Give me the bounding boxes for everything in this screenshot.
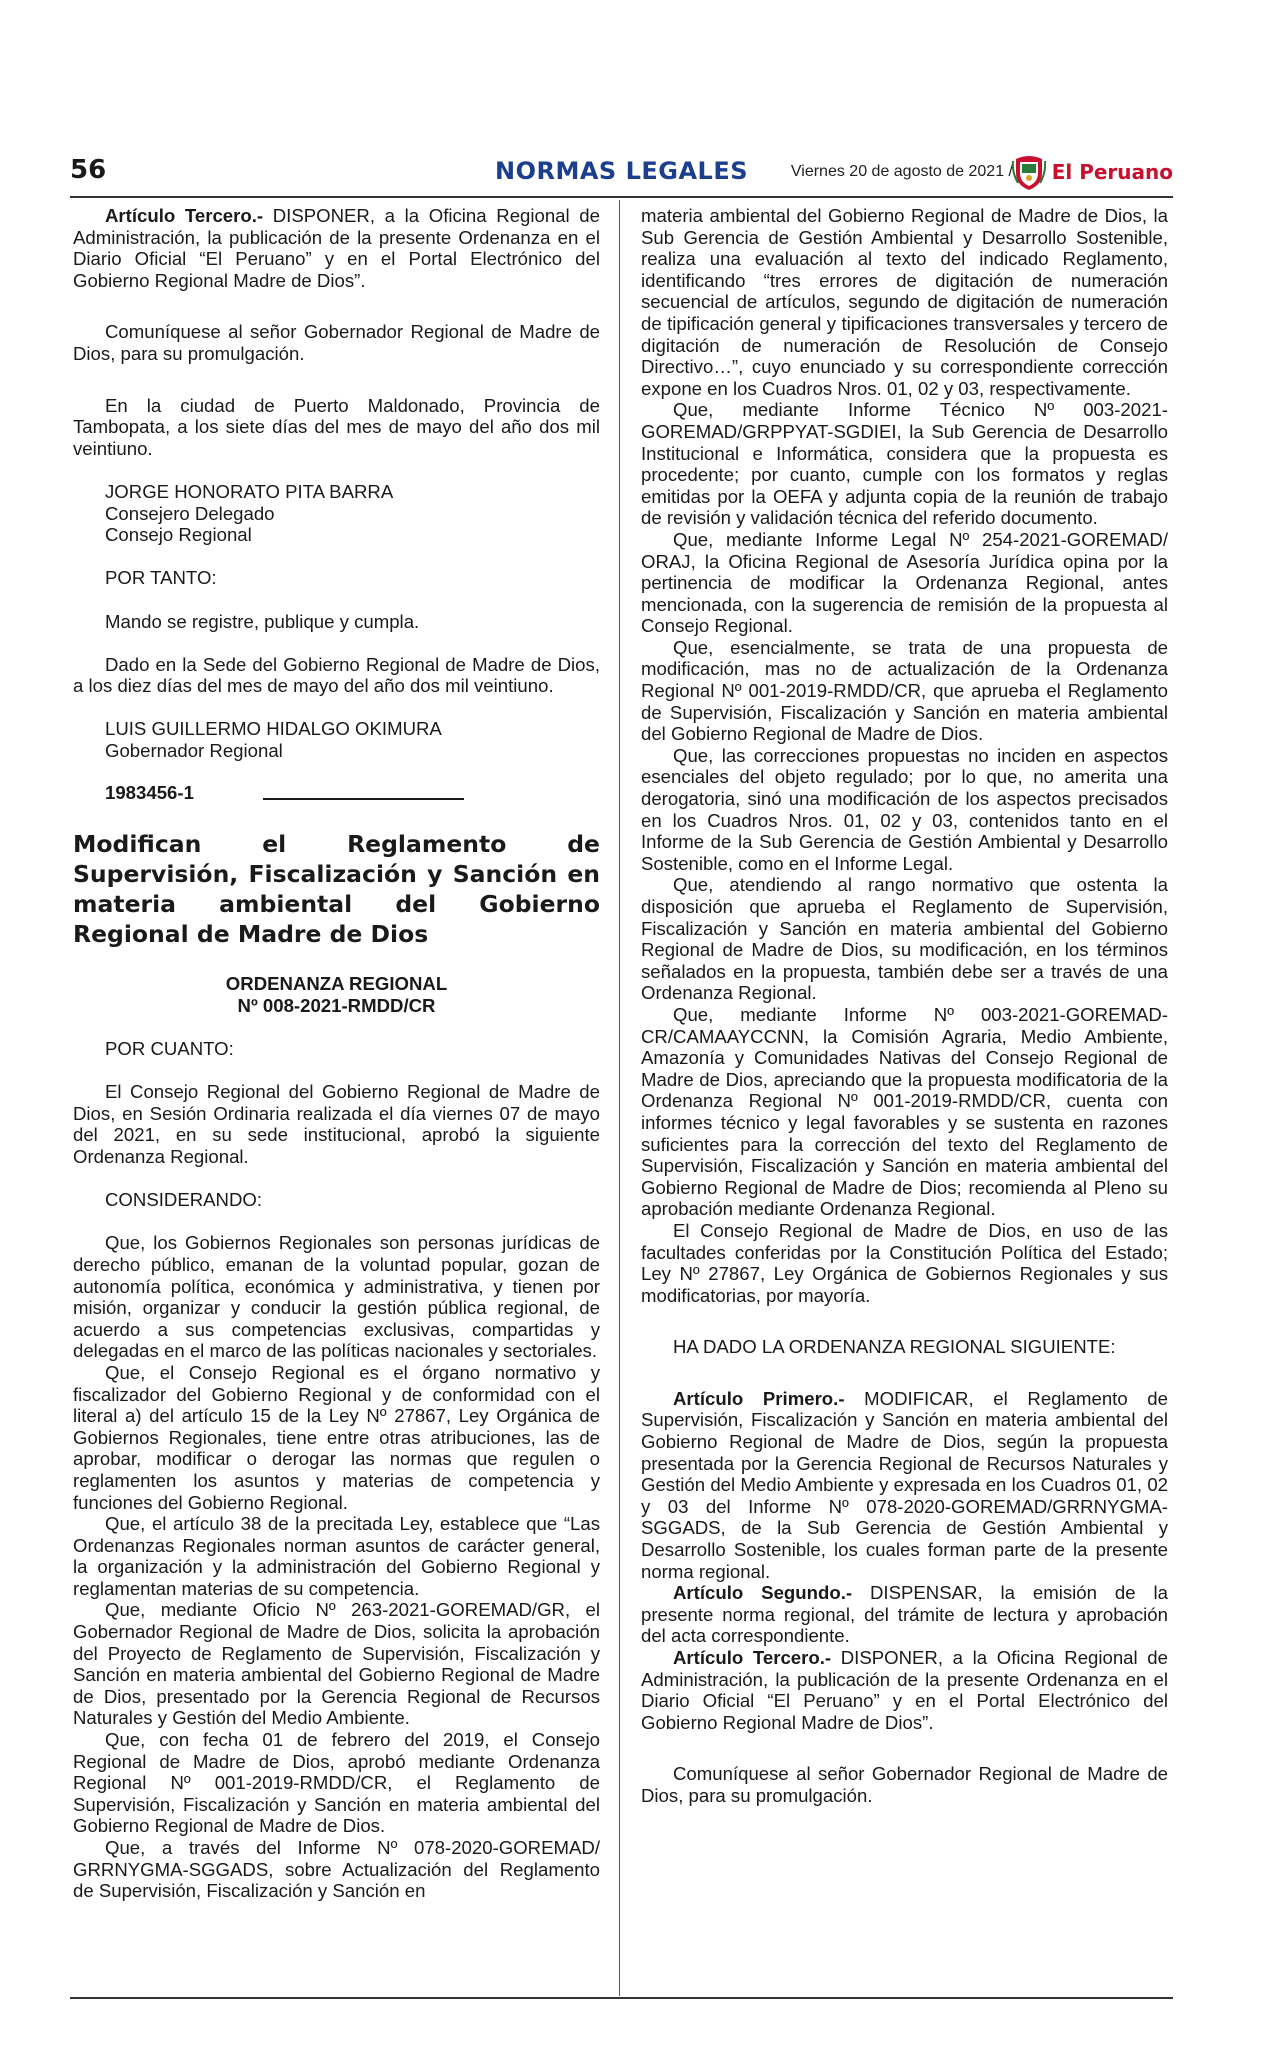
paragraph: En la ciudad de Puerto Maldonado, Provincia de Tambopata, a los siete días del mes de mayo del año dos mil veintiuno. (73, 394, 600, 459)
paragraph: Comuníquese al señor Gobernador Regional de Madre de Dios, para su promulgación. (73, 321, 600, 364)
document-code: 1983456-1 (105, 781, 194, 803)
article-lead: Artículo Primero.- (673, 1387, 845, 1409)
section-title: NORMAS LEGALES (495, 157, 748, 185)
article-headline: Modifican el Reglamento de Supervisión, Fiscalización y Sanción en materia ambiental del Gobierno Regional de Madre de Dios (73, 830, 600, 949)
paragraph: El Consejo Regional del Gobierno Regional de Madre de Dios, en Sesión Ordinaria realizada el día viernes 07 de mayo del 2021, en su sede institucional, aprobó la siguiente Ordenanza Regional. (73, 1081, 600, 1167)
signatory-role: Consejero Delegado (105, 502, 275, 524)
coat-of-arms-icon (1012, 153, 1046, 191)
signatory-role: Consejo Regional (105, 524, 252, 546)
considerando-heading: CONSIDERANDO: (105, 1189, 263, 1211)
paragraph: Que, mediante Informe Técnico Nº 003-2021-GOREMAD/GRPPYAT-SGDIEI, la Sub Gerencia de Desarrollo Institucional e Informática, considera que la propuesta es procedente; por cuanto, cumple con los formatos y reglas emitidas por la OEFA y adjunta copia de la reunión de trabajo de revisión y validación técnica del referido documento. (641, 399, 1168, 529)
ha-dado-heading: HA DADO LA ORDENANZA REGIONAL SIGUIENTE: (673, 1336, 1116, 1358)
article-third-paragraph: Artículo Tercero.- DISPONER, a la Oficina Regional de Administración, la publicación de la presente Ordenanza en el Diario Oficial “El Peruano” y en el Portal Electrónico del Gobierno Regional Madre de Dios”. (641, 1647, 1168, 1733)
newspaper-logo (1012, 151, 1173, 193)
paragraph: Que, el artículo 38 de la precitada Ley, establece que “Las Ordenanzas Regionales norman asuntos de carácter general, la organización y la administración del Gobierno Regional y reglamentan materias de su competencia. (73, 1513, 600, 1599)
paragraph: Que, a través del Informe Nº 078-2020-GOREMAD/ GRRNYGMA-SGGADS, sobre Actualización del Reglamento de Supervisión, Fiscalización y Sanción en (73, 1837, 600, 1902)
por-tanto: POR TANTO: (105, 567, 217, 589)
left-column (73, 205, 600, 1902)
paragraph: Dado en la Sede del Gobierno Regional de Madre de Dios, a los diez días del mes de mayo del año dos mil veintiuno. (73, 653, 600, 697)
document-code-line (73, 782, 600, 804)
article-lead: Artículo Tercero.- (673, 1647, 832, 1668)
paragraph: materia ambiental del Gobierno Regional de Madre de Dios, la Sub Gerencia de Gestión Ambiental y Desarrollo Sostenible, realiza una evaluación al texto del indicado Reglamento, identificando “tres errores de digitación de numeración secuencial de artículos, segundo de digitación de numeración de tipificación general y tipificaciones transversales y tercero de digitación de numeración de Resolución de Consejo Directivo…”, cuyo enunciado y su correspondiente corrección expone en los Cuadros Nros. 01, 02 y 03, respectivamente. (641, 205, 1168, 399)
paragraph: Comuníquese al señor Gobernador Regional de Madre de Dios, para su promulgación. (641, 1763, 1168, 1806)
page-header (70, 155, 1173, 197)
article-lead: Artículo Segundo.- (673, 1582, 853, 1604)
paragraph: Que, el Consejo Regional es el órgano normativo y fiscalizador del Gobierno Regional y de conformidad con el literal a) del artículo 15 de la Ley Nº 27867, Ley Orgánica de Gobiernos Regionales, tiene entre otras atribuciones, las de aprobar, modificar o derogar las normas que regulen o reglamenten los asuntos y materias de competencia y funciones del Gobierno Regional. (73, 1361, 600, 1513)
header-divider (70, 196, 1173, 198)
article-first-paragraph: Artículo Primero.- MODIFICAR, el Reglamento de Supervisión, Fiscalización y Sanción en materia ambiental del Gobierno Regional de Madre de Dios, según la propuesta presentada por la Gerencia Regional de Recursos Naturales y Gestión del Medio Ambiente y expresada en los Cuadros 01, 02 y 03 del Informe Nº 078-2020-GOREMAD/GRRNYGMA-SGGADS, de la Sub Gerencia de Gestión Ambiental y Desarrollo Sostenible, los cuales forman parte de la presente norma regional. (641, 1387, 1168, 1582)
paragraph: Que, mediante Informe Nº 003-2021-GOREMAD-CR/CAMAAYCCNN, la Comisión Agraria, Medio Ambiente, Amazonía y Comunidades Nativas del Consejo Regional de Madre de Dios, apreciando que la propuesta modificatoria de la Ordenanza Regional Nº 001-2019-RMDD/CR, cuenta con informes técnico y legal favorables y se sustenta en razones suficientes para la corrección del texto del Reglamento de Supervisión, Fiscalización y Sanción en materia ambiental del Gobierno Regional de Madre de Dios; recomienda al Pleno su aprobación mediante Ordenanza Regional. (641, 1003, 1168, 1220)
article-lead: Artículo Tercero.- (105, 205, 264, 226)
footer-divider (70, 1997, 1173, 1999)
column-divider (619, 200, 620, 1996)
paragraph: Que, esencialmente, se trata de una propuesta de modificación, mas no de actualización de la Ordenanza Regional Nº 001-2019-RMDD/CR, que aprueba el Reglamento de Supervisión, Fiscalización y Sanción en materia ambiental del Gobierno Regional de Madre de Dios. (641, 636, 1168, 745)
article-third-paragraph: Artículo Tercero.- DISPONER, a la Oficina Regional de Administración, la publicación de la presente Ordenanza en el Diario Oficial “El Peruano” y en el Portal Electrónico del Gobierno Regional Madre de Dios”. (73, 205, 600, 291)
newspaper-name: El Peruano (1051, 160, 1173, 184)
paragraph: Que, con fecha 01 de febrero del 2019, el Consejo Regional de Madre de Dios, aprobó mediante Ordenanza Regional Nº 001-2019-RMDD/CR, el Reglamento de Supervisión, Fiscalización y Sanción en materia ambiental del Gobierno Regional de Madre de Dios. (73, 1729, 600, 1837)
signature-block (73, 481, 600, 546)
signatory-name: LUIS GUILLERMO HIDALGO OKIMURA (105, 718, 442, 740)
page-number: 56 (70, 155, 107, 185)
paragraph: El Consejo Regional de Madre de Dios, en uso de las facultades conferidas por la Constitución Política del Estado; Ley Nº 27867, Ley Orgánica de Gobiernos Regionales y sus modificatorias, por mayoría. (641, 1219, 1168, 1306)
signatory-role: Gobernador Regional (105, 740, 283, 762)
right-column (641, 205, 1168, 1807)
paragraph: Que, los Gobiernos Regionales son personas jurídicas de derecho público, emanan de la voluntad popular, gozan de autonomía política, económica y administrativa, y tienen por misión, organizar y conducir la gestión pública regional, de acuerdo a sus competencias exclusivas, compartidas y delegadas en el marco de las políticas nacionales y sectoriales. (73, 1232, 600, 1362)
signature-block (73, 718, 600, 761)
paragraph: Que, las correcciones propuestas no inciden en aspectos esenciales del objeto regulado; por lo que, no amerita una derogatoria, sinó una modificación de los aspectos precisados en los Cuadros Nros. 01, 02 y 03, contenidos tanto en el Informe de la Sub Gerencia de Gestión Ambiental y Desarrollo Sostenible, como en el Informe Legal. (641, 744, 1168, 874)
paragraph: Que, mediante Oficio Nº 263-2021-GOREMAD/GR, el Gobernador Regional de Madre de Dios, solicita la aprobación del Proyecto de Reglamento de Supervisión, Fiscalización y Sanción en materia ambiental del Gobierno Regional de Madre de Dios, presentado por la Gerencia Regional de Recursos Naturales y Gestión del Medio Ambiente. (73, 1599, 600, 1729)
ordinance-title: ORDENANZA REGIONAL Nº 008-2021-RMDD/CR (225, 973, 448, 1016)
separator-rule (263, 798, 464, 800)
paragraph: Mando se registre, publique y cumpla. (105, 610, 420, 632)
publication-date: Viernes 20 de agosto de 2021 / (790, 163, 1013, 180)
paragraph: Que, mediante Informe Legal Nº 254-2021-GOREMAD/ ORAJ, la Oficina Regional de Asesoría Jurídica opina por la pertinencia de modificar la Ordenanza Regional, antes mencionada, con la sugerencia de remisión de la propuesta al Consejo Regional. (641, 528, 1168, 637)
article-second-paragraph: Artículo Segundo.- DISPENSAR, la emisión de la presente norma regional, del trámite de lectura y aprobación del acta correspondiente. (641, 1582, 1168, 1647)
por-cuanto: POR CUANTO: (105, 1038, 234, 1060)
signatory-name: JORGE HONORATO PITA BARRA (105, 480, 394, 502)
paragraph: Que, atendiendo al rango normativo que ostenta la disposición que aprueba el Reglamento de Supervisión, Fiscalización y Sanción en materia ambiental del Gobierno Regional de Madre de Dios, su modificación, en los términos señalados en la propuesta, también debe ser a través de una Ordenanza Regional. (641, 874, 1168, 1004)
